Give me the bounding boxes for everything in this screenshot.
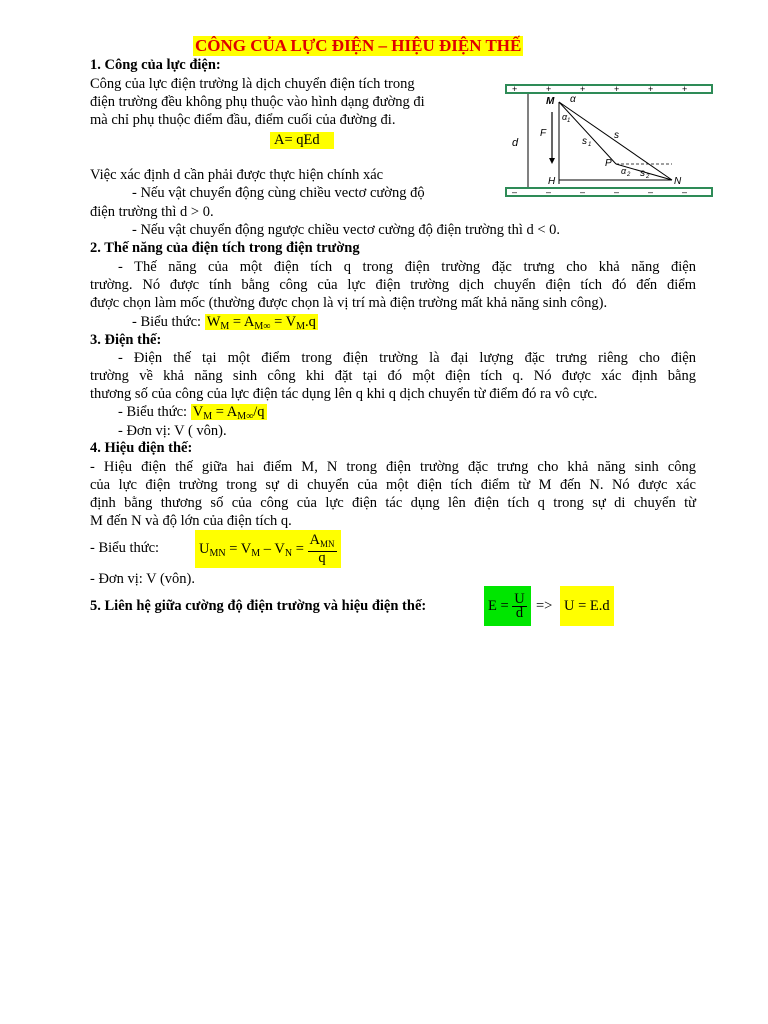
label-s1: s [582,136,587,147]
section-1-text: điện trường đều không phụ thuộc vào hình dạng đường đi [90,94,425,110]
force-arrowhead [549,158,555,164]
section-1-text: Việc xác định d cần phải được thực hiện chính xác [90,167,384,183]
result-formula: U = E.d [560,586,614,626]
section-3-heading: 3. Điện thế: [90,332,162,348]
section-4-expr-label: - Biểu thức: [90,540,160,556]
section-3-expression [118,404,267,422]
section-1-text: điện trường thì d > 0. [90,204,214,220]
section-4-text: - Hiệu điện thế giữa hai điểm M, N trong điện trường đặc trưng cho khả năng sinh công [90,459,696,475]
implies-arrow: => [536,598,553,614]
label-s2: s [640,168,645,179]
work-formula: A= qEd [270,132,334,149]
plus-sign: + [546,84,552,94]
label-s2-sub: 2 [646,174,650,180]
voltage-formula: $U_{MN} = V_M - V_N$ = $\frac{A_{MN}}{q}$ [195,530,341,568]
minus-sign: – [512,187,518,197]
minus-sign: – [614,187,620,197]
section-2-text: được chọn làm mốc (thường được chọn là vị trí mà điện trường mất khả năng sinh công). [90,295,608,311]
minus-sign: – [682,187,688,197]
label-F: F [540,128,547,139]
potential-energy-formula: $W_M = A_{M\infty} = V_M.q$ [206,314,316,332]
field-diagram [504,80,714,200]
section-3-unit: - Đơn vị: V ( vôn). [118,423,227,439]
section-2-heading: 2. Thế năng của điện tích trong điện trường [90,240,360,256]
label-s1-sub: 1 [588,142,592,148]
section-2-text: - Thế năng của một điện tích q trong điện trường đặc trưng cho khả năng điện [118,259,696,275]
label-alpha: α [570,94,576,105]
expr-label: - Biểu thức: [118,404,188,420]
section-4-text: định bằng thương số của công của lực điện tác dụng lên điện tích q trong sự di chuyển từ [90,495,696,511]
label-alpha2: α [621,166,627,176]
field-fraction: $\frac{U}{d}$ [514,591,525,622]
section-1-text: - Nếu vật chuyển động ngược chiều vectơ cường độ điện trường thì d < 0. [132,222,561,238]
plus-sign: + [648,84,654,94]
section-1-text: Công của lực điện trường là dịch chuyển điện tích trong [90,76,415,92]
section-4-text: của lực điện trường trong sự di chuyển của một điện tích điểm từ M đến N. Nó được xác [90,477,696,493]
field-formula: E = $\frac{U}{d}$ [484,586,531,626]
label-alpha1-sub: 1 [567,118,571,124]
section-2-expression [132,314,318,332]
minus-sign: – [546,187,552,197]
label-H: H [548,176,556,187]
section-3-text: thương số của công của lực điện tác dụng lên q khi q dịch chuyển từ điểm đó ra vô cực. [90,386,598,402]
plus-sign: + [580,84,586,94]
label-s: s [614,130,619,141]
label-P: P [605,158,612,169]
label-alpha2-sub: 2 [627,172,631,178]
minus-sign: – [648,187,654,197]
path-s1 [559,102,616,164]
plus-sign: + [512,84,518,94]
potential-formula: $V_M = A_{M\infty}/q$ [192,404,265,422]
section-1-text: mà chỉ phụ thuộc điểm đầu, điểm cuối của đường đi. [90,112,396,128]
plus-sign: + [614,84,620,94]
section-5-heading: 5. Liên hệ giữa cường độ điện trường và hiệu điện thế: [90,598,427,614]
minus-sign: – [580,187,586,197]
label-M: M [546,96,555,107]
section-4-heading: 4. Hiệu điện thế: [90,440,193,456]
path-s [559,102,672,180]
page-title: CÔNG CỦA LỰC ĐIỆN – HIỆU ĐIỆN THẾ [195,36,522,55]
label-d: d [512,137,519,149]
section-4-unit: - Đơn vị: V (vôn). [90,571,196,587]
section-1-heading: 1. Công của lực điện: [90,57,221,73]
label-N: N [674,176,682,187]
plus-sign: + [682,84,688,94]
label-alpha1: α [562,112,568,122]
section-1-text: - Nếu vật chuyển động cùng chiều vectơ cường độ [132,185,425,201]
expr-label: - Biểu thức: [132,314,202,330]
section-3-text: - Điện thế tại một điểm trong điện trường là đại lượng đặc trưng riêng cho điện [118,350,696,366]
section-4-text: M đến N và độ lớn của điện tích q. [90,513,292,529]
section-3-text: trường về khả năng sinh công khi đặt tại đó một điện tích q. Nó được xác định bằng [90,368,696,384]
section-2-text: trường. Nó được tính bằng công của lực điện trường dịch chuyển điện tích đó đến điểm [90,277,696,293]
voltage-fraction: $\frac{A_{MN}}{q}$ [309,532,335,567]
